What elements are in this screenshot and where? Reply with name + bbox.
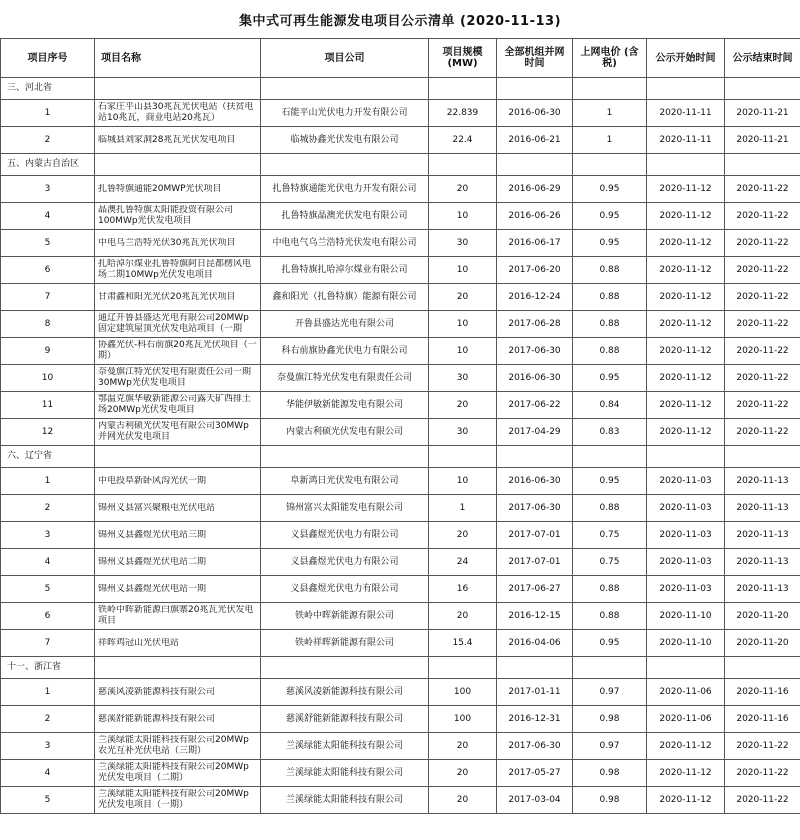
cell-scale: 30 [429, 419, 497, 446]
cell-company: 扎鲁特旗扎哈淖尔煤业有限公司 [261, 257, 429, 284]
region-empty-cell [95, 154, 261, 176]
cell-company: 鑫和阳光（扎鲁特旗）能源有限公司 [261, 284, 429, 311]
cell-index: 4 [1, 549, 95, 576]
cell-start-date: 2020-11-03 [647, 468, 725, 495]
cell-index: 1 [1, 468, 95, 495]
cell-company: 阜新鸿日光伏发电有限公司 [261, 468, 429, 495]
region-empty-cell [429, 657, 497, 679]
cell-end-date: 2020-11-16 [725, 679, 800, 706]
cell-end-date: 2020-11-21 [725, 127, 800, 154]
cell-scale: 1 [429, 495, 497, 522]
cell-price: 0.95 [573, 203, 647, 230]
cell-end-date: 2020-11-13 [725, 522, 800, 549]
cell-project-name [95, 733, 261, 760]
cell-index: 6 [1, 257, 95, 284]
cell-end-date: 2020-11-22 [725, 760, 800, 787]
cell-scale: 20 [429, 284, 497, 311]
cell-project-name [95, 603, 261, 630]
cell-price: 0.88 [573, 603, 647, 630]
cell-end-date: 2020-11-22 [725, 419, 800, 446]
cell-price: 0.95 [573, 468, 647, 495]
project-name-text: 内蒙古利硕光伏发电有限公司30MWp并网光伏发电项目 [98, 421, 249, 442]
cell-index: 11 [1, 392, 95, 419]
cell-index: 1 [1, 100, 95, 127]
header-company: 项目公司 [261, 39, 429, 78]
table-row [1, 760, 800, 787]
region-label: 十一、浙江省 [1, 657, 95, 679]
cell-grid-date: 2017-06-30 [497, 495, 573, 522]
region-empty-cell [95, 446, 261, 468]
cell-scale: 20 [429, 787, 497, 814]
table-row [1, 392, 800, 419]
cell-index: 6 [1, 603, 95, 630]
cell-end-date: 2020-11-20 [725, 630, 800, 657]
cell-start-date: 2020-11-12 [647, 392, 725, 419]
project-name-text: 锦州义县鑫煜光伏电站二期 [98, 556, 207, 567]
cell-project-name [95, 679, 261, 706]
cell-grid-date: 2016-12-15 [497, 603, 573, 630]
cell-grid-date: 2016-06-29 [497, 176, 573, 203]
table-row [1, 338, 800, 365]
cell-scale: 10 [429, 257, 497, 284]
cell-company: 华能伊敏新能源发电有限公司 [261, 392, 429, 419]
cell-project-name [95, 284, 261, 311]
region-empty-cell [497, 446, 573, 468]
cell-start-date: 2020-11-12 [647, 760, 725, 787]
cell-price: 0.95 [573, 365, 647, 392]
region-empty-cell [429, 446, 497, 468]
cell-start-date: 2020-11-11 [647, 100, 725, 127]
cell-price: 0.88 [573, 311, 647, 338]
cell-index: 3 [1, 733, 95, 760]
project-name-text: 锦州义县鑫煜光伏电站三期 [98, 529, 207, 540]
region-empty-cell [573, 657, 647, 679]
cell-grid-date: 2016-06-26 [497, 203, 573, 230]
cell-project-name [95, 311, 261, 338]
cell-start-date: 2020-11-12 [647, 787, 725, 814]
cell-project-name [95, 392, 261, 419]
project-name-text: 通辽开鲁县盛达光电有限公司20MWp固定建筑屋顶光伏发电站项目（一期 [98, 313, 249, 334]
project-name-text: 临城县刘家洞28兆瓦光伏发电项目 [98, 134, 236, 145]
table-row [1, 100, 800, 127]
cell-end-date: 2020-11-22 [725, 733, 800, 760]
cell-project-name [95, 522, 261, 549]
cell-index: 1 [1, 679, 95, 706]
region-empty-cell [647, 154, 725, 176]
cell-company: 义县鑫煜光伏电力有限公司 [261, 522, 429, 549]
cell-index: 2 [1, 495, 95, 522]
cell-scale: 20 [429, 522, 497, 549]
region-empty-cell [725, 657, 800, 679]
table-row [1, 522, 800, 549]
region-label: 三、河北省 [1, 78, 95, 100]
cell-start-date: 2020-11-12 [647, 284, 725, 311]
cell-company: 扎鲁特旗晶澳光伏发电有限公司 [261, 203, 429, 230]
cell-scale: 10 [429, 338, 497, 365]
cell-grid-date: 2016-06-30 [497, 100, 573, 127]
project-name-text: 石家庄平山县30兆瓦光伏电站（扶贫电站10兆瓦，商业电站20兆瓦） [98, 102, 254, 123]
cell-start-date: 2020-11-12 [647, 176, 725, 203]
header-name: 项目名称 [95, 39, 261, 78]
project-name-text: 锦州义县鑫煜光伏电站一期 [98, 583, 207, 594]
cell-grid-date: 2016-06-21 [497, 127, 573, 154]
cell-company: 慈溪风凌新能源科技有限公司 [261, 679, 429, 706]
cell-company: 兰溪绿能太阳能科技有限公司 [261, 787, 429, 814]
cell-index: 7 [1, 630, 95, 657]
project-name-text: 协鑫光伏-科右前旗20兆瓦光伏项目（一期） [98, 340, 257, 361]
cell-scale: 10 [429, 468, 497, 495]
region-empty-cell [647, 446, 725, 468]
cell-project-name [95, 549, 261, 576]
cell-project-name [95, 100, 261, 127]
cell-index: 5 [1, 230, 95, 257]
cell-scale: 20 [429, 603, 497, 630]
cell-index: 2 [1, 706, 95, 733]
region-empty-cell [725, 78, 800, 100]
cell-project-name [95, 787, 261, 814]
cell-company: 兰溪绿能太阳能科技有限公司 [261, 760, 429, 787]
project-name-text: 甘肃鑫和阳光光伏20兆瓦光伏项目 [98, 291, 236, 302]
cell-start-date: 2020-11-03 [647, 522, 725, 549]
cell-project-name [95, 176, 261, 203]
cell-scale: 30 [429, 230, 497, 257]
cell-scale: 20 [429, 176, 497, 203]
project-name-text: 中电投阜新卧风沟光伏一期 [98, 475, 207, 486]
region-empty-cell [261, 154, 429, 176]
region-empty-cell [497, 78, 573, 100]
cell-grid-date: 2016-06-30 [497, 365, 573, 392]
cell-price: 0.97 [573, 733, 647, 760]
cell-grid-date: 2017-06-27 [497, 576, 573, 603]
project-name-text: 慈溪风凌新能源科技有限公司 [98, 686, 216, 697]
cell-end-date: 2020-11-22 [725, 311, 800, 338]
cell-start-date: 2020-11-06 [647, 706, 725, 733]
cell-grid-date: 2017-07-01 [497, 522, 573, 549]
cell-end-date: 2020-11-22 [725, 230, 800, 257]
table-row [1, 176, 800, 203]
cell-start-date: 2020-11-06 [647, 679, 725, 706]
project-name-text: 慈溪舒能新能源科技有限公司 [98, 713, 216, 724]
cell-grid-date: 2016-04-06 [497, 630, 573, 657]
project-name-text: 铁岭中晖新能源白旗寨20兆瓦光伏发电项目 [98, 605, 254, 626]
cell-end-date: 2020-11-13 [725, 495, 800, 522]
cell-price: 0.97 [573, 679, 647, 706]
cell-grid-date: 2016-06-30 [497, 468, 573, 495]
region-empty-cell [647, 78, 725, 100]
cell-start-date: 2020-11-03 [647, 495, 725, 522]
cell-price: 0.88 [573, 284, 647, 311]
region-empty-cell [429, 78, 497, 100]
cell-end-date: 2020-11-22 [725, 203, 800, 230]
cell-end-date: 2020-11-22 [725, 176, 800, 203]
project-name-text: 奈曼旗江特光伏发电有限责任公司一期30MWp光伏发电项目 [98, 367, 252, 388]
project-name-text: 祥晖鸡冠山光伏电站 [98, 637, 180, 648]
cell-grid-date: 2017-04-29 [497, 419, 573, 446]
region-empty-cell [725, 154, 800, 176]
cell-project-name [95, 230, 261, 257]
table-row [1, 284, 800, 311]
cell-grid-date: 2016-12-24 [497, 284, 573, 311]
cell-start-date: 2020-11-12 [647, 338, 725, 365]
region-empty-cell [497, 154, 573, 176]
cell-company: 石能平山光伏电力开发有限公司 [261, 100, 429, 127]
cell-company: 兰溪绿能太阳能科技有限公司 [261, 733, 429, 760]
table-row [1, 495, 800, 522]
cell-index: 3 [1, 522, 95, 549]
table-row [1, 706, 800, 733]
cell-grid-date: 2017-03-04 [497, 787, 573, 814]
cell-grid-date: 2017-06-20 [497, 257, 573, 284]
cell-start-date: 2020-11-11 [647, 127, 725, 154]
cell-project-name [95, 630, 261, 657]
table-row [1, 630, 800, 657]
cell-company: 锦州富兴太阳能发电有限公司 [261, 495, 429, 522]
cell-project-name [95, 338, 261, 365]
cell-index: 5 [1, 787, 95, 814]
cell-price: 0.98 [573, 760, 647, 787]
cell-index: 9 [1, 338, 95, 365]
header-price: 上网电价 (含税) [573, 39, 647, 78]
cell-price: 1 [573, 127, 647, 154]
cell-company: 铁岭中晖新能源有限公司 [261, 603, 429, 630]
table-row [1, 549, 800, 576]
cell-index: 5 [1, 576, 95, 603]
cell-start-date: 2020-11-12 [647, 365, 725, 392]
header-index: 项目序号 [1, 39, 95, 78]
project-name-text: 中电乌兰浩特光伏30兆瓦光伏项目 [98, 237, 236, 248]
cell-grid-date: 2017-06-30 [497, 733, 573, 760]
cell-start-date: 2020-11-10 [647, 630, 725, 657]
cell-price: 0.84 [573, 392, 647, 419]
cell-price: 0.83 [573, 419, 647, 446]
cell-start-date: 2020-11-12 [647, 733, 725, 760]
table-row [1, 203, 800, 230]
region-empty-cell [429, 154, 497, 176]
cell-start-date: 2020-11-03 [647, 576, 725, 603]
page-title: 集中式可再生能源发电项目公示清单 (2020-11-13) [238, 13, 562, 29]
cell-scale: 100 [429, 679, 497, 706]
cell-grid-date: 2017-01-11 [497, 679, 573, 706]
cell-end-date: 2020-11-22 [725, 284, 800, 311]
cell-price: 0.88 [573, 576, 647, 603]
table-row [1, 257, 800, 284]
project-name-text: 锦州义县富兴聚粮屯光伏电站 [98, 502, 216, 513]
table-row [1, 733, 800, 760]
cell-scale: 10 [429, 203, 497, 230]
cell-project-name [95, 365, 261, 392]
cell-index: 8 [1, 311, 95, 338]
cell-end-date: 2020-11-20 [725, 603, 800, 630]
project-name-text: 扎鲁特旗通能20MWP光伏项目 [98, 183, 222, 194]
region-empty-cell [95, 657, 261, 679]
project-name-text: 兰溪绿能太阳能科技有限公司20MWp农光互补光伏电站（三期） [98, 735, 249, 756]
header-grid-time: 全部机组并网时间 [497, 39, 573, 78]
cell-company: 奈曼旗江特光伏发电有限责任公司 [261, 365, 429, 392]
cell-end-date: 2020-11-22 [725, 392, 800, 419]
cell-project-name [95, 257, 261, 284]
region-empty-cell [573, 78, 647, 100]
header-start: 公示开始时间 [647, 39, 725, 78]
region-empty-cell [573, 446, 647, 468]
region-empty-cell [497, 657, 573, 679]
region-label: 五、内蒙古自治区 [1, 154, 95, 176]
cell-price: 1 [573, 100, 647, 127]
cell-project-name [95, 576, 261, 603]
cell-scale: 22.4 [429, 127, 497, 154]
cell-index: 4 [1, 760, 95, 787]
header-row [1, 39, 800, 78]
cell-start-date: 2020-11-12 [647, 257, 725, 284]
cell-scale: 20 [429, 392, 497, 419]
cell-project-name [95, 706, 261, 733]
header-scale: 项目规模 (MW) [429, 39, 497, 78]
region-empty-cell [725, 446, 800, 468]
table-row [1, 230, 800, 257]
table-row [1, 468, 800, 495]
cell-scale: 22.839 [429, 100, 497, 127]
cell-company: 科右前旗协鑫光伏电力有限公司 [261, 338, 429, 365]
cell-company: 义县鑫煜光伏电力有限公司 [261, 549, 429, 576]
table-row [1, 603, 800, 630]
region-label: 六、辽宁省 [1, 446, 95, 468]
region-empty-cell [261, 657, 429, 679]
cell-project-name [95, 495, 261, 522]
cell-grid-date: 2017-06-22 [497, 392, 573, 419]
cell-price: 0.88 [573, 495, 647, 522]
cell-end-date: 2020-11-16 [725, 706, 800, 733]
project-name-text: 兰溪绿能太阳能科技有限公司20MWp光伏发电项目（一期） [98, 789, 249, 810]
cell-price: 0.95 [573, 630, 647, 657]
cell-end-date: 2020-11-22 [725, 787, 800, 814]
cell-project-name [95, 468, 261, 495]
project-name-text: 扎哈淖尔煤业扎鲁特旗阿日昆都楞风电场二期10MWp光伏发电项目 [98, 259, 252, 280]
cell-scale: 20 [429, 733, 497, 760]
cell-index: 2 [1, 127, 95, 154]
cell-grid-date: 2017-06-28 [497, 311, 573, 338]
cell-price: 0.75 [573, 522, 647, 549]
table-row [1, 127, 800, 154]
cell-end-date: 2020-11-22 [725, 338, 800, 365]
cell-scale: 10 [429, 311, 497, 338]
cell-index: 12 [1, 419, 95, 446]
cell-company: 慈溪舒能新能源科技有限公司 [261, 706, 429, 733]
cell-company: 义县鑫煜光伏电力有限公司 [261, 576, 429, 603]
cell-project-name [95, 760, 261, 787]
table-row [1, 787, 800, 814]
cell-price: 0.98 [573, 787, 647, 814]
cell-index: 3 [1, 176, 95, 203]
region-row [1, 657, 800, 679]
table-row [1, 576, 800, 603]
cell-start-date: 2020-11-12 [647, 203, 725, 230]
cell-scale: 15.4 [429, 630, 497, 657]
cell-grid-date: 2017-05-27 [497, 760, 573, 787]
cell-scale: 20 [429, 760, 497, 787]
table-row [1, 311, 800, 338]
cell-grid-date: 2017-07-01 [497, 549, 573, 576]
cell-price: 0.75 [573, 549, 647, 576]
region-row [1, 446, 800, 468]
region-empty-cell [647, 657, 725, 679]
region-empty-cell [95, 78, 261, 100]
region-empty-cell [261, 446, 429, 468]
region-empty-cell [573, 154, 647, 176]
project-name-text: 鄂温克旗华敏新能源公司露天矿西排土场20MWp光伏发电项目 [98, 394, 252, 415]
cell-scale: 24 [429, 549, 497, 576]
cell-end-date: 2020-11-13 [725, 468, 800, 495]
cell-end-date: 2020-11-21 [725, 100, 800, 127]
cell-scale: 16 [429, 576, 497, 603]
table-row [1, 419, 800, 446]
cell-project-name [95, 419, 261, 446]
cell-end-date: 2020-11-22 [725, 365, 800, 392]
cell-end-date: 2020-11-13 [725, 549, 800, 576]
cell-price: 0.95 [573, 230, 647, 257]
table-row [1, 679, 800, 706]
region-empty-cell [261, 78, 429, 100]
cell-project-name [95, 203, 261, 230]
cell-start-date: 2020-11-12 [647, 230, 725, 257]
cell-start-date: 2020-11-12 [647, 419, 725, 446]
cell-scale: 30 [429, 365, 497, 392]
cell-grid-date: 2016-12-31 [497, 706, 573, 733]
cell-company: 内蒙古利硕光伏发电有限公司 [261, 419, 429, 446]
project-name-text: 兰溪绿能太阳能科技有限公司20MWp光伏发电项目（二期） [98, 762, 249, 783]
cell-company: 开鲁县盛达光电有限公司 [261, 311, 429, 338]
cell-index: 10 [1, 365, 95, 392]
cell-end-date: 2020-11-22 [725, 257, 800, 284]
cell-price: 0.95 [573, 176, 647, 203]
cell-index: 4 [1, 203, 95, 230]
region-row [1, 78, 800, 100]
cell-company: 扎鲁特旗通能光伏电力开发有限公司 [261, 176, 429, 203]
cell-start-date: 2020-11-10 [647, 603, 725, 630]
cell-grid-date: 2016-06-17 [497, 230, 573, 257]
cell-company: 临城协鑫光伏发电有限公司 [261, 127, 429, 154]
cell-price: 0.98 [573, 706, 647, 733]
cell-grid-date: 2017-06-30 [497, 338, 573, 365]
project-table [0, 38, 800, 814]
table-row [1, 365, 800, 392]
cell-project-name [95, 127, 261, 154]
cell-start-date: 2020-11-12 [647, 311, 725, 338]
project-name-text: 晶澳扎鲁特旗太阳能投资有限公司100MWp光伏发电项目 [98, 205, 234, 226]
cell-price: 0.88 [573, 257, 647, 284]
cell-index: 7 [1, 284, 95, 311]
cell-start-date: 2020-11-03 [647, 549, 725, 576]
cell-price: 0.88 [573, 338, 647, 365]
region-row [1, 154, 800, 176]
cell-scale: 100 [429, 706, 497, 733]
cell-end-date: 2020-11-13 [725, 576, 800, 603]
cell-company: 中电电气乌兰浩特光伏发电有限公司 [261, 230, 429, 257]
cell-company: 铁岭祥晖新能源有限公司 [261, 630, 429, 657]
header-end: 公示结束时间 [725, 39, 800, 78]
